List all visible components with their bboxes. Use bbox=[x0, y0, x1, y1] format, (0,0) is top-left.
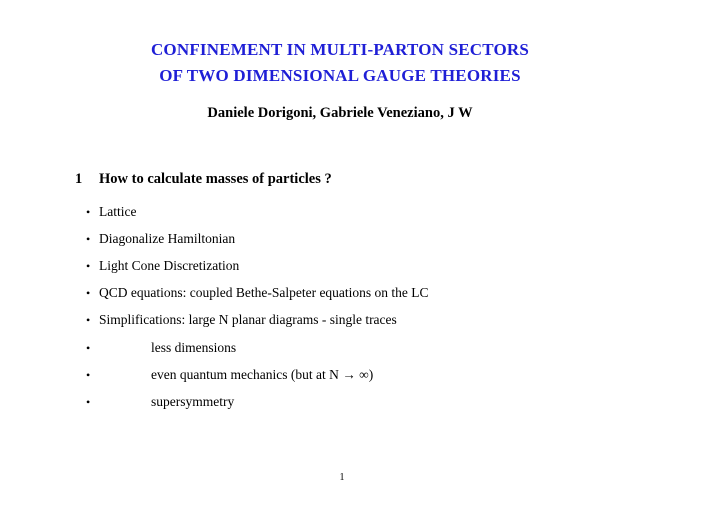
list-item-text: QCD equations: coupled Bethe-Salpeter equations on the LC bbox=[99, 285, 429, 300]
list-item bbox=[86, 258, 239, 274]
title-line-2: OF TWO DIMENSIONAL GAUGE THEORIES bbox=[159, 66, 521, 85]
page-number: 1 bbox=[339, 472, 345, 483]
list-item bbox=[86, 340, 236, 356]
list-item bbox=[86, 231, 235, 247]
list-item-text: Diagonalize Hamiltonian bbox=[99, 231, 236, 246]
list-item-text: Simplifications: large N planar diagrams - single traces bbox=[99, 312, 397, 327]
list-item-text: Lattice bbox=[99, 204, 137, 219]
bullet-icon: • bbox=[86, 205, 91, 219]
list-item bbox=[86, 285, 429, 301]
list-item-text: supersymmetry bbox=[151, 394, 235, 409]
section-heading bbox=[75, 171, 332, 188]
bullet-icon: • bbox=[86, 395, 91, 409]
authors: Daniele Dorigoni, Gabriele Veneziano, J W bbox=[207, 105, 473, 121]
bullet-icon: • bbox=[86, 341, 91, 355]
bullet-icon: • bbox=[86, 259, 91, 273]
list-item-text: Light Cone Discretization bbox=[99, 258, 240, 273]
list-item bbox=[86, 312, 397, 328]
bullet-icon: • bbox=[86, 313, 91, 327]
list-item-text: less dimensions bbox=[151, 340, 237, 355]
list-item bbox=[86, 204, 136, 220]
section-title: How to calculate masses of particles ? bbox=[99, 171, 332, 187]
section-number: 1 bbox=[75, 171, 83, 187]
title-line-1: CONFINEMENT IN MULTI-PARTON SECTORS bbox=[150, 40, 530, 59]
list-item bbox=[86, 367, 373, 383]
list-item-text: even quantum mechanics (but at N → ∞) bbox=[151, 367, 374, 382]
bullet-icon: • bbox=[86, 232, 91, 246]
list-item bbox=[86, 394, 234, 410]
bullet-icon: • bbox=[86, 286, 91, 300]
bullet-icon: • bbox=[86, 368, 91, 382]
